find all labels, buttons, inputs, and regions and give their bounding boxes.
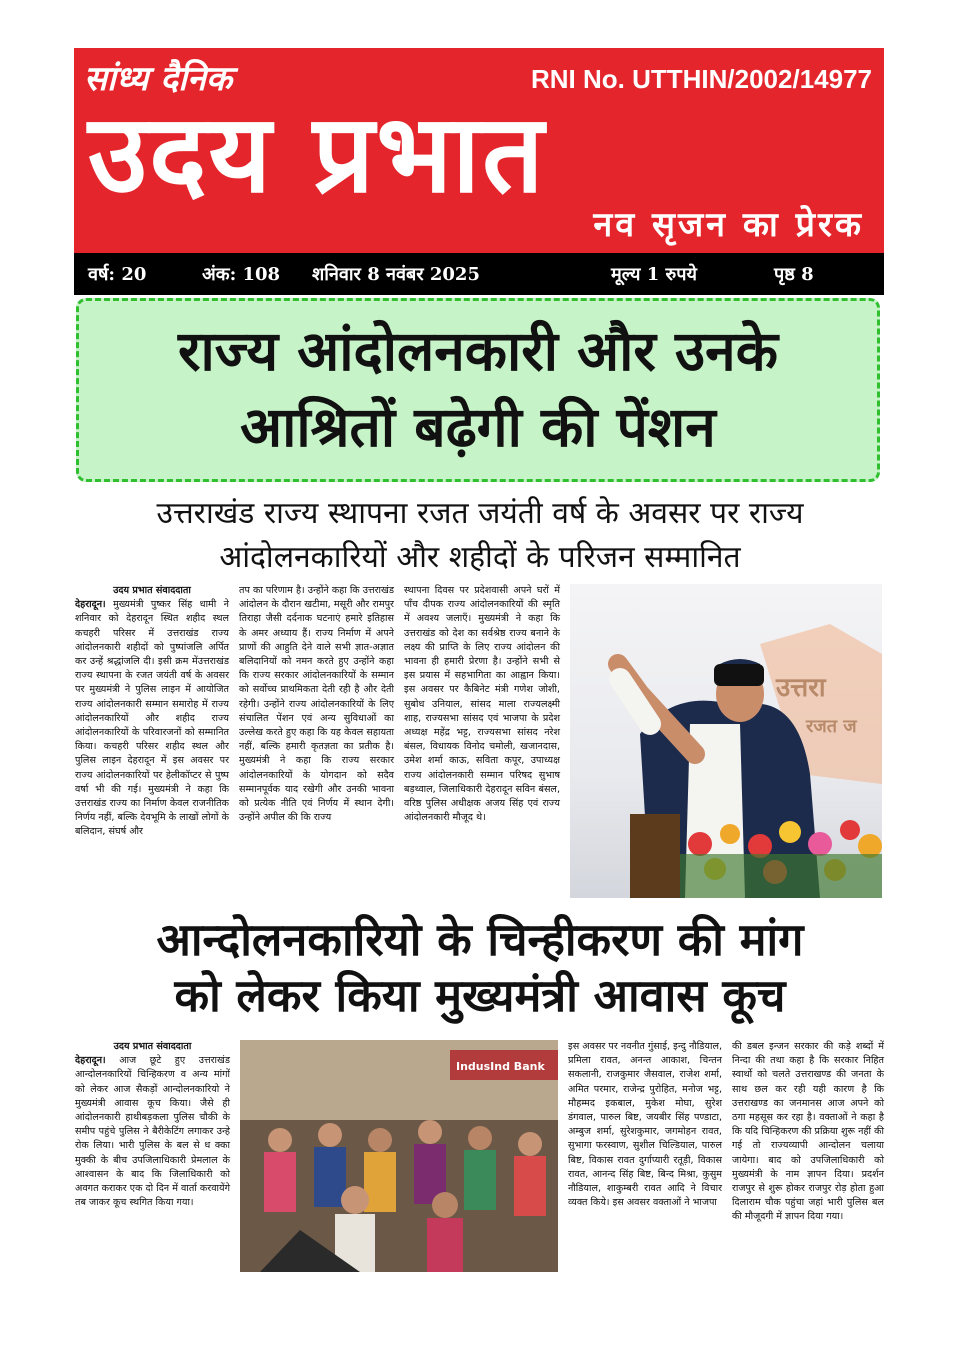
protest-photo	[240, 1040, 558, 1272]
story1-dateline: देहरादून।	[75, 599, 106, 611]
story1-col1-text: मुख्यमंत्री पुष्कर सिंह धामी ने शनिवार को देहरादून स्थित शहीद स्थल कचहरी परिसर में उत्तराखंड राज्य आंदोलनकारी शहीदों को पुष्पांजलि अर्पित कर उन्हें श्रद्धांजलि दी। इसी क्रम मेंउत्तराखंड राज्य स्थापना के रजत जयंती वर्ष के अवसर पर मुख्यमंत्री ने पुलिस लाइन में आयोजित राज्य आंदोलनकारी सम्मान समारोह में राज्य आंदोलनकारियों और शहीद राज्य आंदोलनकारियों के परिवारजनों को सम्मानित किया। कचहरी परिसर शहीद स्थल और पुलिस लाइन देहरादून में इस अवसर पर राज्य आंदोलनकारियों पर हेलीकॉप्टर से पुष्प वर्षा भी की गई। मुख्यमंत्री ने कहा कि उत्तराखंड राज्य का निर्माण केवल राजनीतिक निर्णय नहीं, बल्कि देवभूमि के लाखों लोगों के बलिदान, संघर्ष और	[75, 599, 229, 838]
story1-column-1	[75, 584, 229, 840]
issue-pages: पृष्ठ 8	[774, 264, 814, 285]
story2-col2-text: इस अवसर पर नवनीत गुंसाई, इन्दु नौडियाल, प्रमिला रावत, अनन्त आकाश, चिन्तन सकलानी, राजकुमार जैसवाल, राजेश शर्मा, अमित परमार, राजेन्द्र पुरोहित, मनोज भट्ट, मौहम्मद इकबाल, मुकेश मोघा, सुरेश डंगवाल, पारुल बिष्ट, जयबीर सिंह पण्डाटा, अम्बुज शर्मा, सुरेशकुमार, जगमोहन रावत, सुभागा फरस्वाण, सुशील चिल्डियाल, पारुल बिष्ट, विकास रावत दुर्गाप्यारी रतूड़ी, विकास रावत, आनन्द सिंह बिष्ट, बिन्द मिश्रा, कुसुम नौडियाल, शाकुम्बरी रावत आदि ने विचार व्यक्त किये। इस अवसर वक्ताओं ने भाजपा	[568, 1041, 722, 1209]
story2-byline: उदय प्रभात संवाददाता	[113, 1041, 192, 1052]
story2-column-1	[75, 1040, 230, 1210]
issue-date: शनिवार 8 नवंबर 2025	[312, 264, 480, 285]
main-headline-line-1: राज्य आंदोलनकारी और उनके	[178, 319, 778, 383]
banner-text-2: रजत ज	[806, 716, 857, 737]
rni-number: RNI No. UTTHIN/2002/14977	[530, 64, 872, 94]
masthead-slogan: नव सृजन का प्रेरक	[593, 205, 864, 245]
story1-column-3	[404, 584, 560, 825]
story2-column-2	[568, 1040, 722, 1210]
newspaper-name: उदय प्रभात	[88, 92, 546, 217]
story1-byline: उदय प्रभात संवाददाता	[113, 585, 191, 596]
story1-col3-text: स्थापना दिवस पर प्रदेशवासी अपने घरों में पाँच दीपक राज्य आंदोलनकारियों की स्मृति में अवश्य जलाएँ। मुख्यमंत्री ने कहा कि उत्तराखंड को देश का सर्वश्रेष्ठ राज्य बनाने के लक्ष्य की प्राप्ति के लिए राज्य आंदोलन की भावना ही हमारी प्रेरणा है। उन्होंने सभी से इस प्रयास में सहभागिता का आह्वान किया। इस अवसर पर कैबिनेट मंत्री गणेश जोशी, सुबोध उनियाल, सांसद माला राज्यलक्ष्मी शाह, राज्यसभा सांसद एवं भाजपा के प्रदेश अध्यक्ष महेंद्र भट्ट, राज्यसभा सांसद नरेश बंसल, विधायक विनोद चमोली, खजानदास, उमेश शर्मा काऊ, सविता कपूर, उपाध्यक्ष राज्य आंदोलनकारी सम्मान परिषद सुभाष बड़थ्वाल, जिलाधिकारी देहरादून सविन बंसल, वरिष्ठ पुलिस अधीक्षक अजय सिंह एवं राज्य आंदोलनकारी मौजूद थे।	[404, 585, 560, 824]
story1-col2-text: तप का परिणाम है। उन्होंने कहा कि उत्तराखंड आंदोलन के दौरान खटीमा, मसूरी और रामपुर तिराहा जैसी दर्दनाक घटनाएं हमारे इतिहास के अमर अध्याय हैं। राज्य निर्माण में अपने प्राणों की आहुति देने वाले सभी ज्ञात-अज्ञात बलिदानियों को नमन करते हुए उन्होंने कहा कि राज्य सरकार आंदोलनकारियों के सम्मान को सर्वोच्च प्राथमिकता देती रही है और देती रहेगी। उन्होंने राज्य आंदोलनकारियों के लिए संचालित पेंशन एवं अन्य सुविधाओं का उल्लेख करते हुए कहा कि यह केवल सहायता नहीं, बल्कि हमारी कृतज्ञता का प्रतीक है। मुख्यमंत्री ने कहा कि राज्य सरकार आंदोलनकारियों के योगदान को सदैव सम्मानपूर्वक याद रखेगी और उनकी भावना को प्रत्येक नीति एवं निर्णय में स्थान देगी। उन्होंने अपील की कि राज्य	[239, 585, 394, 824]
masthead	[74, 48, 884, 253]
issue-price: मूल्य 1 रुपये	[611, 264, 697, 285]
second-headline-line-2: को लेकर किया मुख्यमंत्री आवास कूच	[174, 969, 786, 1022]
story2-dateline: देहरादून।	[75, 1055, 106, 1067]
story2-column-3	[732, 1040, 884, 1225]
story1-column-2	[239, 584, 394, 825]
bank-sign-text: IndusInd Bank	[456, 1060, 545, 1073]
main-subheadline	[60, 492, 900, 580]
issue-year: वर्ष: 20	[88, 264, 147, 285]
second-headline	[40, 912, 920, 1024]
masthead-tagline: सांध्य दैनिक	[84, 59, 232, 99]
chief-minister-illustration	[570, 584, 882, 898]
second-headline-line-1: आन्दोलनकारियो के चिन्हीकरण की मांग	[156, 913, 804, 966]
main-headline	[76, 298, 880, 482]
chief-minister-photo	[570, 584, 882, 898]
main-headline-line-2: आश्रितों बढ़ेगी की पेंशन	[240, 395, 716, 459]
story2-col3-text: की डबल इन्जन सरकार की कड़े शब्दों में निन्दा की तथा कहा है कि सरकार निहित स्वार्थो को चलते उत्तराखण्ड की जनता के साथ छल कर रही यही कारण है कि उत्तराखण्ड का जनमानस आज अपने को ठगा महसूस कर रहा है। वक्ताओं ने कहा है कि यदि चिन्हिकरण की प्रक्रिया शुरू नहीं की गई तो राज्यव्यापी आन्दोलन चलाया जायेगा। बाद को उपजिलाधिकारी को मुख्यमंत्री के नाम ज्ञापन दिया। प्रदर्शन राजपुर से शुरू होकर राजपुर रोड़ होता हुआ दिलाराम चौक पहुंचा जहां भारी पुलिस बल की मौजूदगी में ज्ञापन दिया गया।	[732, 1041, 884, 1223]
banner-text-1: उत्तरा	[776, 673, 826, 703]
main-subheadline-line-1: उत्तराखंड राज्य स्थापना रजत जयंती वर्ष के अवसर पर राज्य	[156, 496, 804, 531]
story2-col1-text: आज छूटे हुए उत्तराखंड आन्दोलनकारियों चिन्हिकरण व अन्य मांगों को लेकर आज सैकड़ों आन्दोलनकारियो ने मुख्यमंत्री आवास कूच किया। जैसे ही आंदोलनकारी हाथीबड़कला पुलिस चौकी के समीप पहुंचे पुलिस ने बैरीकेटिंग लगाकर उन्हे रोक लिया। भारी पुलिस के बल से ध क्का मुक्की के बीच उपजिलाधिकारी प्रेमलाल के आश्वासन के बाद कि जिलाधिकारी को अवगत कराकर एक दो दिन में वार्ता करवायेंगे तब जाकर कूच स्थगित किया गया।	[75, 1055, 230, 1209]
issue-number: अंक: 108	[202, 264, 281, 285]
issue-info-bar	[74, 253, 884, 295]
main-subheadline-line-2: आंदोलनकारियों और शहीदों के परिजन सम्मानित	[219, 540, 741, 575]
protest-illustration	[240, 1040, 558, 1272]
